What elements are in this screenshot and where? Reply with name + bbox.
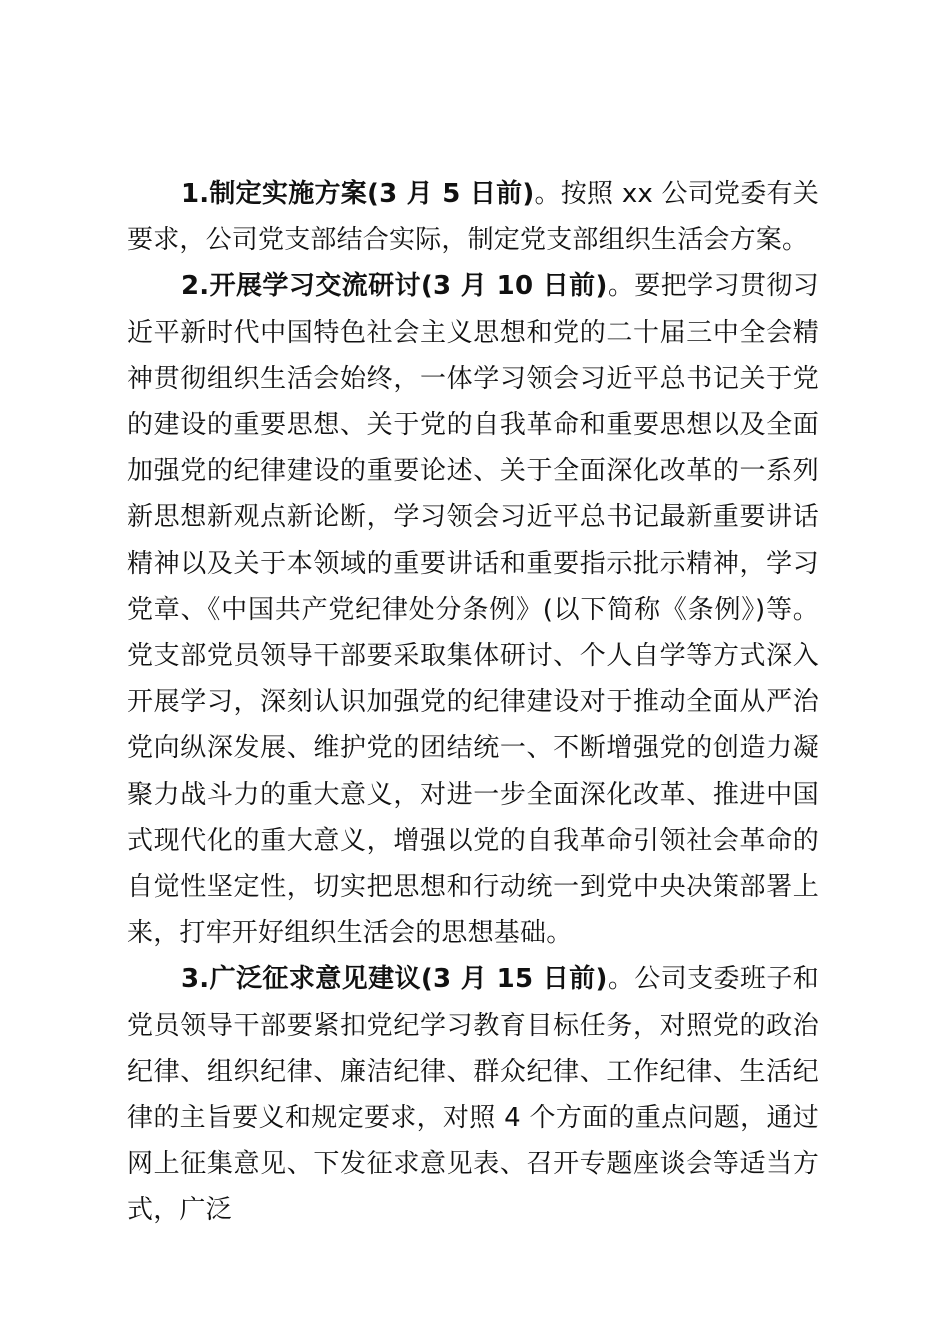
paragraph-3-body: 。公司支委班子和党员领导干部要紧扣党纪学习教育目标任务，对照党的政治纪律、组织纪律、廉洁纪律、群众纪律、工作纪律、生活纪律的主旨要义和规定要求，对照 4 个方面的重点问题，通过网上征集意见、下发征求意见表、召开专题座谈会等适当方式，广泛 bbox=[127, 964, 819, 1226]
document-body bbox=[127, 171, 819, 1234]
paragraph-2 bbox=[127, 263, 819, 956]
paragraph-2-body: 。要把学习贯彻习近平新时代中国特色社会主义思想和党的二十届三中全会精神贯彻组织生活会始终，一体学习领会习近平总书记关于党的建设的重要思想、关于党的自我革命和重要思想以及全面加强党的纪律建设的重要论述、关于全面深化改革的一系列新思想新观点新论断，学习领会习近平总书记最新重要讲话精神以及关于本领域的重要讲话和重要指示批示精神，学习党章、《中国共产党纪律处分条例》(以下简称《条例》)等。党支部党员领导干部要采取集体研讨、个人自学等方式深入开展学习，深刻认识加强党的纪律建设对于推动全面从严治党向纵深发展、维护党的团结统一、不断增强党的创造力凝聚力战斗力的重大意义，对进一步全面深化改革、推进中国式现代化的重大意义，增强以党的自我革命引领社会革命的自觉性坚定性，切实把思想和行动统一到党中央决策部署上来，打牢开好组织生活会的思想基础。 bbox=[127, 271, 819, 949]
paragraph-2-heading: 2.开展学习交流研讨(3 月 10 日前) bbox=[181, 271, 608, 302]
paragraph-1 bbox=[127, 171, 819, 263]
paragraph-1-heading: 1.制定实施方案(3 月 5 日前) bbox=[181, 179, 535, 209]
paragraph-1-body: 。按照 xx 公司党委有关要求，公司党支部结合实际，制定党支部组织生活会方案。 bbox=[127, 179, 820, 256]
paragraph-3-heading: 3.广泛征求意见建议(3 月 15 日前) bbox=[181, 964, 608, 995]
paragraph-3 bbox=[127, 956, 819, 1233]
